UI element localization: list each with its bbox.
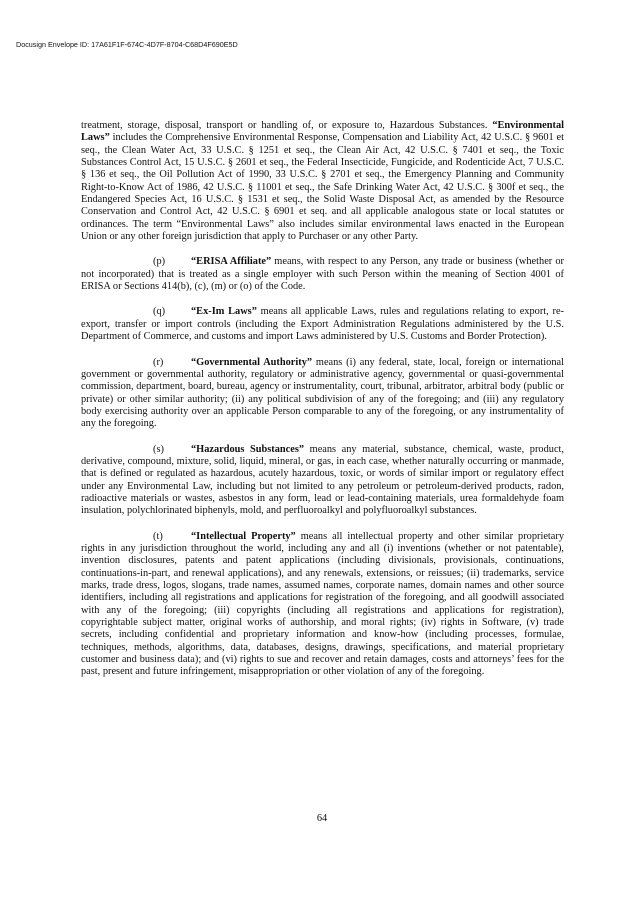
paragraph-intellectual-property xyxy=(81,531,564,679)
paragraph-hazardous-substances xyxy=(81,444,564,518)
paragraph-ex-im-laws xyxy=(81,306,564,343)
defined-term: “Hazardous Substances” xyxy=(191,443,305,455)
paragraph-label: (t) xyxy=(153,530,163,542)
defined-term: “Governmental Authority” xyxy=(191,356,313,368)
paragraph-environmental-laws xyxy=(81,120,564,243)
envelope-id: Docusign Envelope ID: 17A61F1F-674C-4D7F-8704-C68D4F690E5D xyxy=(16,40,238,49)
paragraph-lead-text: treatment, storage, disposal, transport or handling of, or exposure to, Hazardous Substances. xyxy=(81,120,488,131)
paragraph-label: (p) xyxy=(153,256,166,268)
defined-term: “ERISA Affiliate” xyxy=(191,256,272,268)
paragraph-text: means, with respect to any Person, any trade or business (whether or not incorporated) that is treated as a single employer with such Person within the meaning of Section 4001 of ERISA or Sections 414(b), (c), (m) or (o) of the Code. xyxy=(81,256,564,293)
paragraph-governmental-authority xyxy=(81,357,564,431)
paragraph-text: means all applicable Laws, rules and regulations relating to export, re-export, transfer or import controls (including the Export Administration Regulations administered by the U.S. Department of Commerce, and customs and import Laws administered by U.S. Customs and Border Protection). xyxy=(81,306,564,343)
paragraph-text: includes the Comprehensive Environmental Response, Compensation and Liability Act, 42 U.S.C. § 9601 et seq., the Clean Water Act, 33 U.S.C. § 1251 et seq., the Clean Air Act, 42 U.S.C. § 7401 et seq., the Toxic Substances Control Act, 15 U.S.C. § 2601 et seq., the Federal Insecticide, Fungicide, and Rodenticide Act, 7 U.S.C. § 136 et seq., the Oil Pollution Act of 1990, 33 U.S.C. § 2701 et seq., the Emergency Planning and Community Right-to-Know Act of 1986, 42 U.S.C. § 11001 et seq., the Safe Drinking Water Act, 42 U.S.C. § 300f et seq., the Endangered Species Act, 16 U.S.C. § 1531 et seq., the Solid Waste Disposal Act, as amended by the Resource Conservation and Control Act, 42 U.S.C. § 6901 et seq. and all applicable analogous state or local statutes or ordinances. The term “Environmental Laws” also includes similar environmental laws enacted in the European Union or any other foreign jurisdiction that apply to Purchaser or any other Party. xyxy=(81,132,564,243)
document-body xyxy=(81,120,564,692)
paragraph-erisa-affiliate xyxy=(81,256,564,293)
defined-term: “Environmental Laws” xyxy=(81,120,564,144)
paragraph-label: (q) xyxy=(153,306,166,318)
page-number: 64 xyxy=(316,813,328,824)
paragraph-text: means any material, substance, chemical, waste, product, derivative, compound, mixture, solid, liquid, mineral, or gas, in each case, whether naturally occurring or manmade, that is defined or regulated as hazardous, acutely hazardous, toxic, or words of similar import or regulatory effect under any Environmental Law, including but not limited to any petroleum or petroleum-derived products, radon, radioactive materials or wastes, asbestos in any form, lead or lead-containing materials, urea formaldehyde foam insulation, polychlorinated biphenyls, mold, and perfluoroalkyl and polyfluoroalkyl substances. xyxy=(81,443,564,517)
paragraph-label: (r) xyxy=(153,356,164,368)
paragraph-text: means (i) any federal, state, local, foreign or international government or governmental authority, regulatory or administrative agency, governmental or quasi-governmental commission, department, board, bureau, agency or instrumentality, court, tribunal, arbitrator, arbitral body (public or private) or other similar authority; (ii) any political subdivision of any of the foregoing; and (iii) any regulatory body exercising authority over an applicable Person comparable to any of the foregoing, or any instrumentality of any the foregoing. xyxy=(81,356,564,430)
defined-term: “Intellectual Property” xyxy=(191,530,296,542)
paragraph-label: (s) xyxy=(153,443,164,455)
paragraph-text: means all intellectual property and other similar proprietary rights in any jurisdiction throughout the world, including any and all (i) inventions (whether or not patentable), invention disclosures, patents and patent applications (including divisionals, provisionals, continuations, continuations-in-part, and renewal applications), and any renewals, extensions, or reissues; (ii) trademarks, service marks, trade dress, logos, slogans, trade names, assumed names, corporate names, domain names and other source identifiers, including all registrations and applications for registration of the foregoing, and all goodwill associated with any of the foregoing; (iii) copyrights (including all registrations and applications for registration), copyrightable subject matter, original works of authorship, and moral rights; (iv) rights in Software, (v) trade secrets, including confidential and proprietary information and know-how (including processes, formulae, techniques, methods, algorithms, data, databases, designs, drawings, specifications, and material proprietary customer and business data); and (vi) rights to sue and recover and retain damages, costs and attorneys’ fees for the past, present and future infringement, misappropriation or other violation of any of the foregoing. xyxy=(81,530,564,678)
defined-term: “Ex-Im Laws” xyxy=(191,306,257,318)
